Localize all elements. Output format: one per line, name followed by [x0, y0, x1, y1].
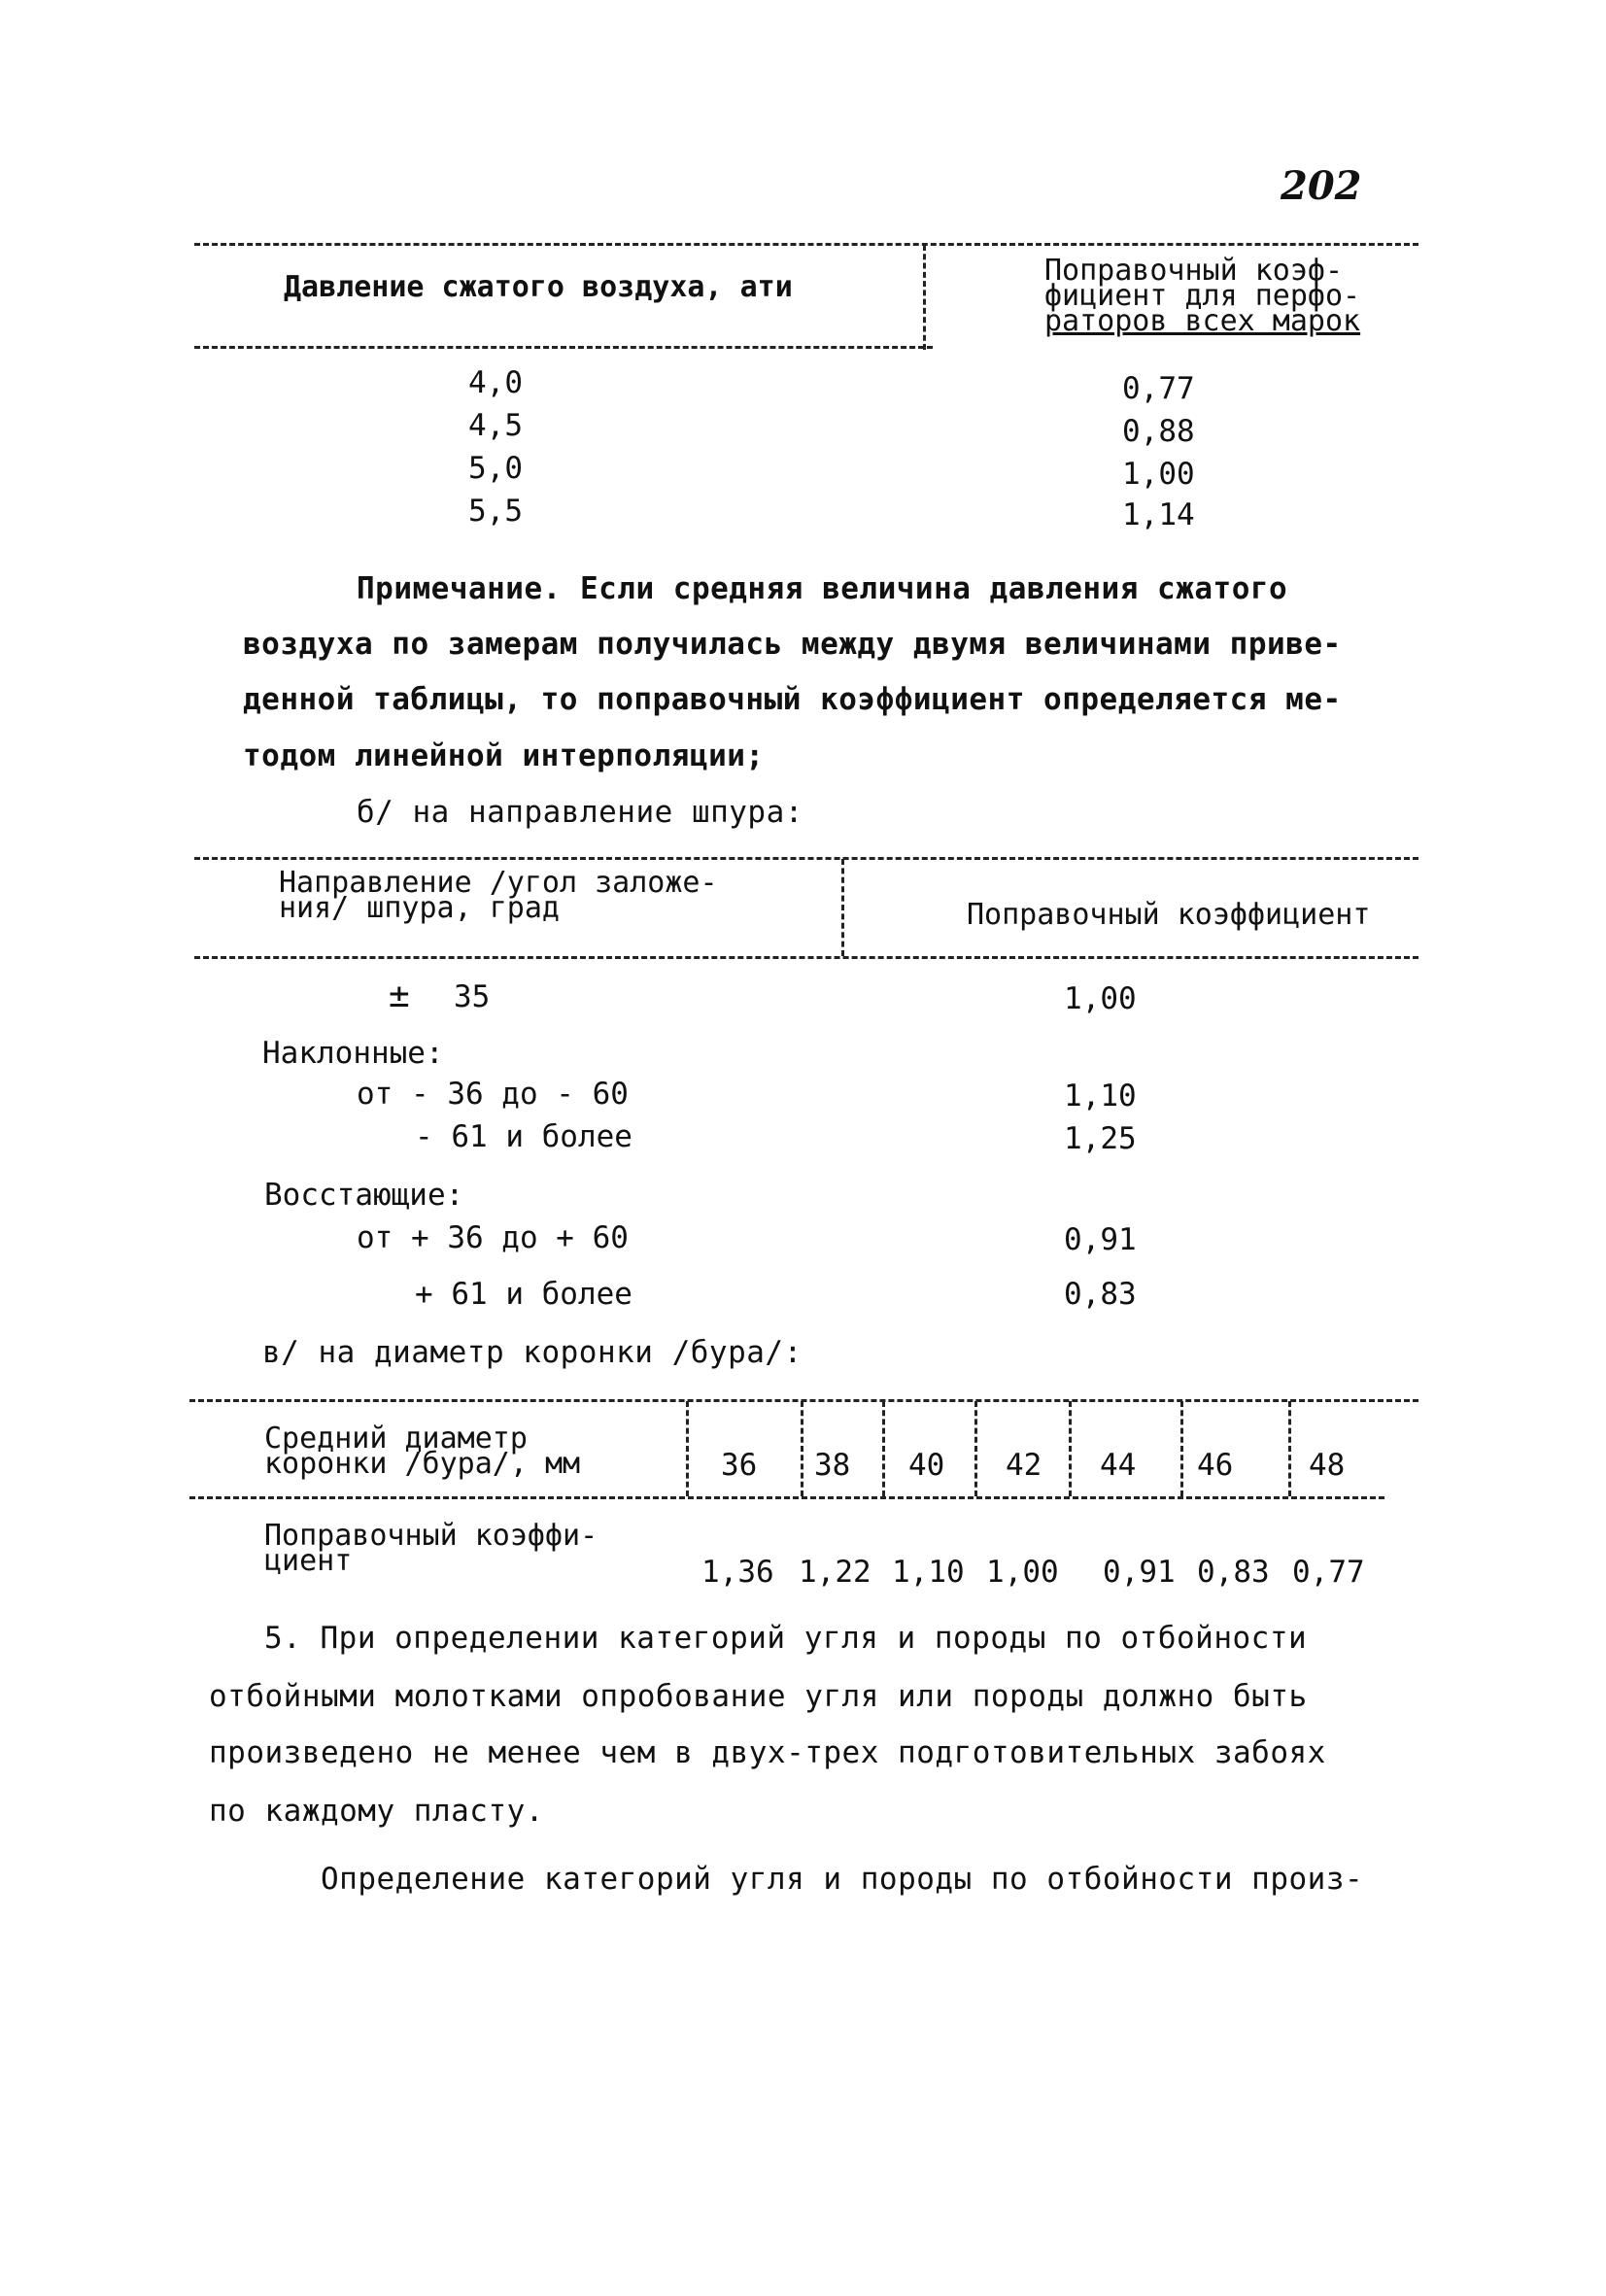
paragraph-line: отбойными молотками опробование угля или породы должно быть [209, 1679, 1308, 1714]
diameter-value: 38 [814, 1448, 851, 1483]
angle-range: + 61 и более [415, 1277, 632, 1312]
diameter-value: 44 [1100, 1448, 1137, 1483]
direction-coef-header: Поправочный коэффициент [967, 898, 1371, 932]
diameter-coef-value: 0,83 [1197, 1555, 1270, 1590]
plus-minus-sign: ± [389, 976, 410, 1015]
table-column-divider [1069, 1401, 1072, 1496]
table-column-divider [923, 245, 926, 350]
angle-range: - 61 и более [415, 1119, 632, 1154]
table-column-divider [882, 1401, 885, 1496]
table-top-rule [194, 243, 1418, 246]
coef-value: 1,00 [1122, 457, 1195, 492]
coef-header-line: раторов всех марок [1044, 304, 1361, 338]
angle-range: от - 36 до - 60 [357, 1077, 629, 1112]
direction-coef-value: 0,91 [1064, 1222, 1137, 1257]
pressure-value: 5,0 [468, 451, 523, 486]
pressure-header: Давление сжатого воздуха, ати [284, 270, 793, 304]
diameter-value: 46 [1197, 1448, 1234, 1483]
angle-range: от + 36 до + 60 [357, 1220, 629, 1255]
table-header-rule [194, 956, 1418, 959]
direction-coef-value: 1,00 [1064, 981, 1137, 1016]
diameter-coef-value: 1,22 [799, 1555, 871, 1590]
direction-header-line: Направление /угол заложе- [279, 866, 718, 900]
diameter-value: 40 [908, 1448, 945, 1483]
table-top-rule [189, 1399, 1418, 1402]
diameter-header-line: Средний диаметр [264, 1422, 528, 1456]
table-header-rule [189, 1496, 1384, 1499]
note-line: денной таблицы, то поправочный коэффициент определяется ме- [243, 682, 1342, 717]
paragraph-line: 5. При определении категорий угля и породы по отбойности [264, 1621, 1308, 1656]
pressure-value: 4,5 [468, 408, 523, 443]
coef-header [1044, 254, 1361, 338]
table-top-rule [194, 857, 1418, 860]
diameter-coef-label-line: циент [264, 1544, 353, 1578]
rising-label: Восстающие: [264, 1178, 464, 1213]
direction-coef-value: 0,83 [1064, 1277, 1137, 1312]
section-c-title: в/ на диаметр коронки /бура/: [262, 1335, 803, 1370]
paragraph-line: по каждому пласту. [209, 1794, 544, 1829]
note-line: Примечание. Если средняя величина давления сжатого [357, 571, 1288, 606]
note-line: воздуха по замерам получилась между двумя величинами приве- [243, 627, 1342, 662]
page-number: 202 [1281, 163, 1362, 209]
direction-header [279, 866, 718, 925]
diameter-coef-label [264, 1519, 598, 1578]
diameter-header-line: коронки /бура/, мм [264, 1447, 581, 1481]
direction-header-line: ния/ шпура, град [279, 891, 560, 925]
diameter-value: 42 [1006, 1448, 1042, 1483]
coef-header-line: Поправочный коэф- [1044, 254, 1344, 288]
table-header-rule [194, 346, 933, 349]
diameter-coef-value: 0,91 [1103, 1555, 1176, 1590]
paragraph-line: произведено не менее чем в двух-трех подготовительных забоях [209, 1735, 1326, 1770]
table-column-divider [974, 1401, 977, 1496]
last-line: Определение категорий угля и породы по отбойности произ- [321, 1862, 1364, 1897]
inclined-label: Наклонные: [262, 1036, 444, 1071]
diameter-coef-value: 1,10 [892, 1555, 965, 1590]
coef-value: 0,77 [1122, 371, 1195, 406]
table-column-divider [801, 1401, 803, 1496]
diameter-coef-value: 1,00 [986, 1555, 1059, 1590]
coef-header-line: фициент для перфо- [1044, 279, 1361, 313]
coef-value: 1,14 [1122, 497, 1195, 532]
coef-value: 0,88 [1122, 414, 1195, 449]
table-column-divider [1180, 1401, 1183, 1496]
direction-coef-value: 1,25 [1064, 1121, 1137, 1156]
direction-coef-value: 1,10 [1064, 1079, 1137, 1114]
pressure-value: 5,5 [468, 494, 523, 529]
diameter-value: 48 [1309, 1448, 1346, 1483]
table-column-divider [1288, 1401, 1291, 1496]
pressure-value: 4,0 [468, 365, 523, 400]
diameter-coef-value: 0,77 [1292, 1555, 1365, 1590]
table-column-divider [841, 859, 844, 956]
angle-value: 35 [454, 979, 491, 1014]
note-line: тодом линейной интерполяции; [243, 738, 765, 773]
table-column-divider [686, 1401, 689, 1496]
section-b-title: б/ на направление шпура: [357, 795, 803, 830]
diameter-header [264, 1422, 581, 1481]
diameter-value: 36 [721, 1448, 758, 1483]
diameter-coef-value: 1,36 [701, 1555, 774, 1590]
diameter-coef-label-line: Поправочный коэффи- [264, 1519, 598, 1553]
